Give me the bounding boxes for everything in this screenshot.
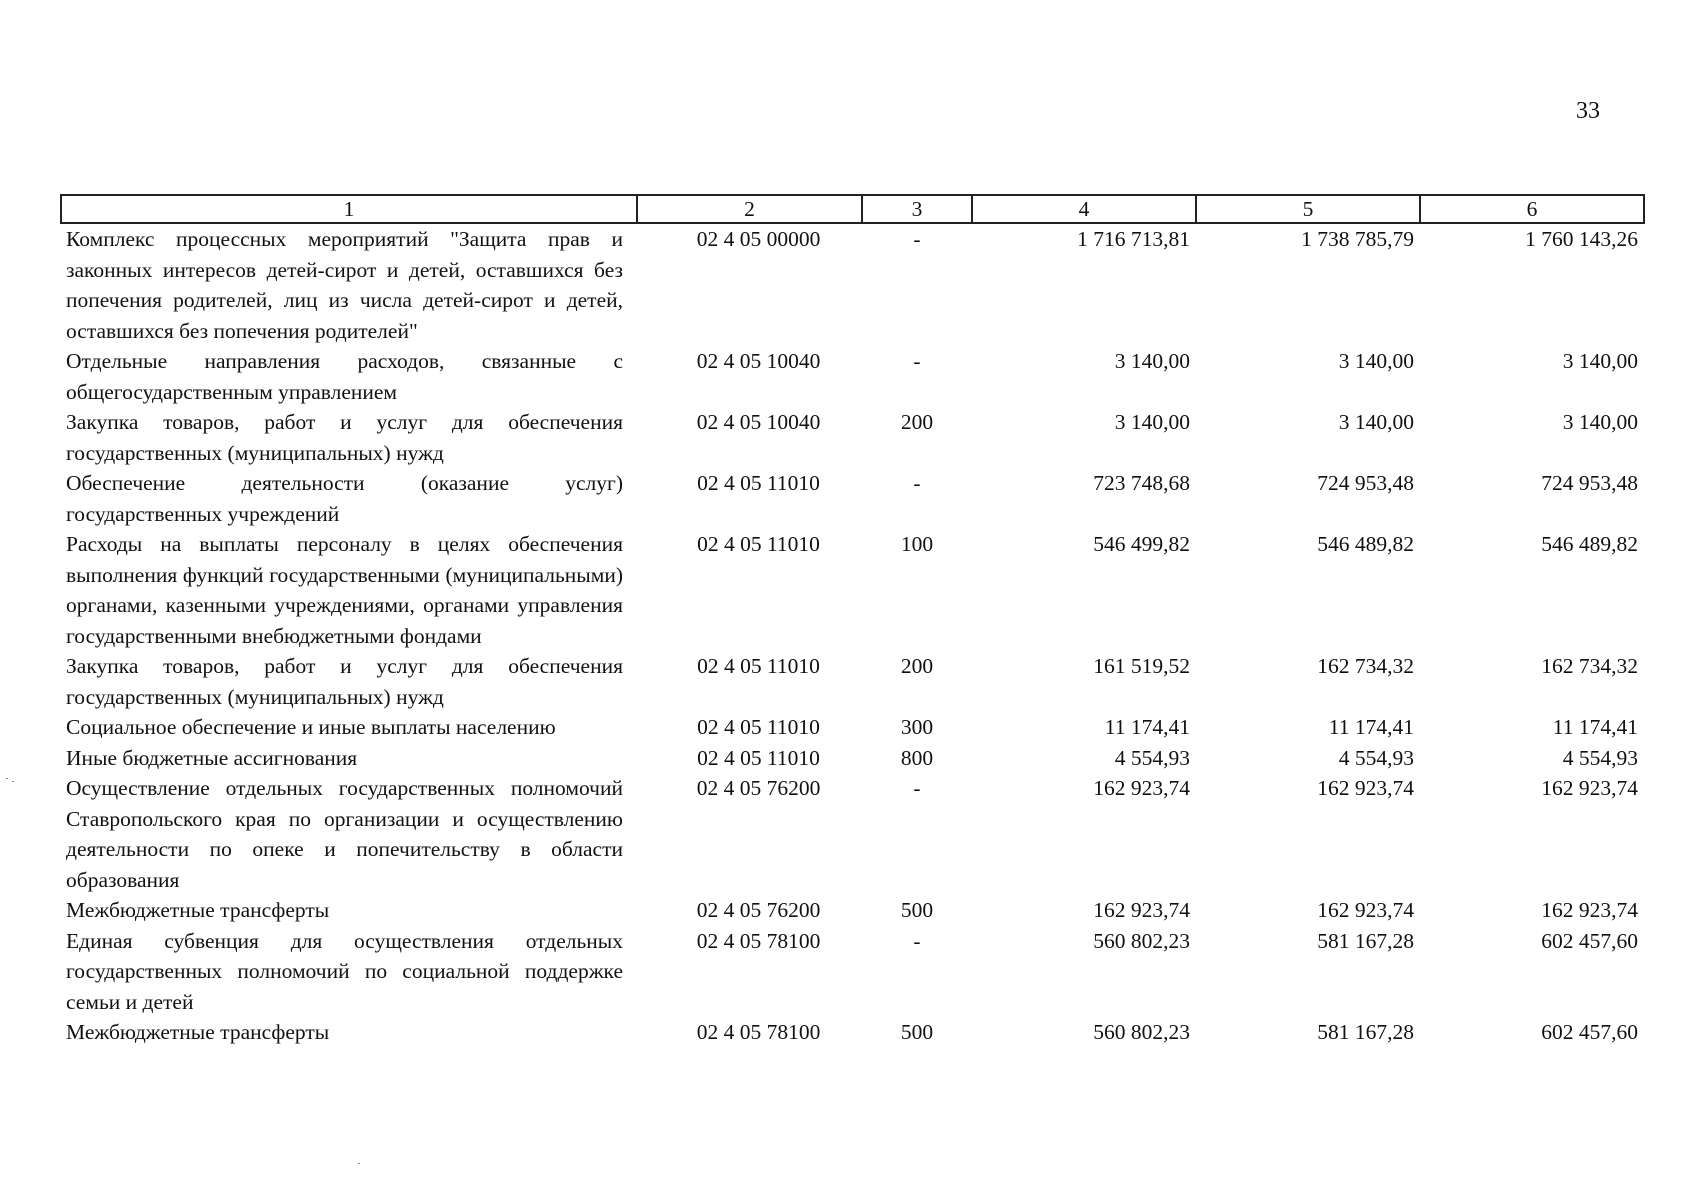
table-row: [61, 1017, 1644, 1048]
table-row: [61, 773, 1644, 895]
item-name: Закупка товаров, работ и услуг для обеспечения государственных (муниципальных) нужд: [66, 410, 623, 465]
amount-col5: 581 167,28: [1317, 1020, 1414, 1044]
amount-col4: 11 174,41: [1104, 715, 1190, 739]
table-row: [61, 407, 1644, 468]
amount-col5: 162 923,74: [1317, 898, 1414, 922]
amount-col5: 162 734,32: [1317, 654, 1414, 678]
amount-col6: 162 923,74: [1541, 898, 1638, 922]
amount-col5: 581 167,28: [1317, 928, 1414, 953]
amount-col6: 602 457,60: [1541, 928, 1638, 953]
budget-table: [60, 194, 1645, 1048]
table-row: [61, 468, 1644, 529]
item-name: Комплекс процессных мероприятий "Защита прав и законных интересов детей-сирот и детей, оставшихся без попечения родителей, лиц из числа детей-сирот и детей, оставшихся без попечения родителей": [66, 227, 623, 343]
item-name: Межбюджетные трансферты: [66, 898, 330, 922]
table-row: [61, 223, 1644, 346]
amount-col4: 546 499,82: [1093, 532, 1190, 556]
amount-col5: 1 738 785,79: [1301, 227, 1414, 251]
amount-col4: 723 748,68: [1093, 471, 1190, 495]
column-header: 4: [972, 195, 1196, 223]
amount-col5: 724 953,48: [1317, 471, 1414, 495]
expense-type: 200: [900, 410, 934, 434]
table-row: [61, 651, 1644, 712]
target-code: 02 4 05 11010: [697, 654, 820, 678]
table-header: [61, 195, 1644, 223]
amount-col4: 162 923,74: [1093, 776, 1190, 800]
target-code: 02 4 05 10040: [696, 349, 821, 373]
expense-type: 300: [900, 715, 934, 739]
target-code: 02 4 05 78100: [696, 928, 821, 953]
header-row: [61, 195, 1644, 223]
expense-type: 800: [900, 745, 934, 770]
expense-type: -: [913, 928, 921, 953]
amount-col6: 3 140,00: [1562, 410, 1638, 434]
expense-type: 500: [900, 1020, 934, 1044]
amount-col6: 546 489,82: [1541, 532, 1638, 556]
amount-col5: 162 923,74: [1317, 776, 1414, 800]
target-code: 02 4 05 10040: [696, 410, 821, 434]
target-code: 02 4 05 76200: [696, 898, 821, 922]
amount-col4: 560 802,23: [1093, 1020, 1190, 1044]
amount-col6: 162 734,32: [1541, 654, 1638, 678]
target-code: 02 4 05 11010: [697, 532, 820, 556]
table-row: [61, 346, 1644, 407]
amount-col6: 724 953,48: [1541, 471, 1638, 495]
amount-col6: 3 140,00: [1562, 349, 1638, 373]
amount-col6: 4 554,93: [1562, 745, 1638, 770]
amount-col5: 4 554,93: [1338, 745, 1414, 770]
table-row: [61, 926, 1644, 1018]
amount-col5: 3 140,00: [1338, 349, 1414, 373]
scan-speck: [12, 781, 14, 782]
amount-col4: 162 923,74: [1093, 898, 1190, 922]
amount-col5: 546 489,82: [1317, 532, 1414, 556]
expense-type: -: [913, 227, 921, 251]
target-code: 02 4 05 76200: [696, 776, 821, 800]
item-name: Иные бюджетные ассигнования: [66, 745, 358, 770]
amount-col5: 11 174,41: [1328, 715, 1414, 739]
table-row: [61, 743, 1644, 774]
expense-type: -: [913, 471, 921, 495]
amount-col6: 1 760 143,26: [1525, 227, 1638, 251]
table-row: [61, 712, 1644, 743]
page-number: 33: [1576, 98, 1600, 124]
amount-col4: 161 519,52: [1093, 654, 1190, 678]
amount-col6: 11 174,41: [1552, 715, 1638, 739]
expense-type: -: [913, 776, 921, 800]
amount-col5: 3 140,00: [1338, 410, 1414, 434]
scan-speck: [358, 1163, 360, 1164]
column-header: 6: [1420, 195, 1644, 223]
amount-col6: 602 457,60: [1541, 1020, 1638, 1044]
item-name: Межбюджетные трансферты: [66, 1020, 330, 1044]
column-header: 1: [61, 195, 637, 223]
target-code: 02 4 05 11010: [697, 471, 820, 495]
item-name: Отдельные направления расходов, связанные с общегосударственным управлением: [66, 349, 623, 404]
item-name: Обеспечение деятельности (оказание услуг) государственных учреждений: [66, 471, 623, 526]
expense-type: -: [913, 349, 921, 373]
amount-col4: 4 554,93: [1114, 745, 1190, 770]
expense-type: 200: [900, 654, 934, 678]
amount-col4: 560 802,23: [1093, 928, 1190, 953]
table-row: [61, 529, 1644, 651]
expense-type: 500: [900, 898, 934, 922]
expense-type: 100: [900, 532, 934, 556]
item-name: Социальное обеспечение и иные выплаты населению: [66, 715, 556, 739]
amount-col4: 3 140,00: [1114, 410, 1190, 434]
target-code: 02 4 05 78100: [696, 1020, 821, 1044]
table-row: [61, 895, 1644, 926]
scan-speck: [6, 778, 8, 779]
item-name: Единая субвенция для осуществления отдельных государственных полномочий по социальной поддержке семьи и детей: [66, 928, 623, 1014]
column-header: 2: [637, 195, 862, 223]
item-name: Осуществление отдельных государственных полномочий Ставропольского края по организации и осуществлению деятельности по опеке и попечительству в области образования: [66, 776, 623, 892]
amount-col4: 1 716 713,81: [1077, 227, 1190, 251]
amount-col4: 3 140,00: [1114, 349, 1190, 373]
target-code: 02 4 05 11010: [697, 715, 820, 739]
target-code: 02 4 05 11010: [697, 745, 820, 770]
column-header: 5: [1196, 195, 1420, 223]
target-code: 02 4 05 00000: [696, 227, 821, 251]
item-name: Закупка товаров, работ и услуг для обеспечения государственных (муниципальных) нужд: [66, 654, 623, 709]
item-name: Расходы на выплаты персоналу в целях обеспечения выполнения функций государственными (муниципальными) органами, казенными учреждениями, органами управления государственными внебюджетными фондами: [66, 532, 623, 648]
table-body: [61, 223, 1644, 1048]
column-header: 3: [862, 195, 972, 223]
amount-col6: 162 923,74: [1541, 776, 1638, 800]
